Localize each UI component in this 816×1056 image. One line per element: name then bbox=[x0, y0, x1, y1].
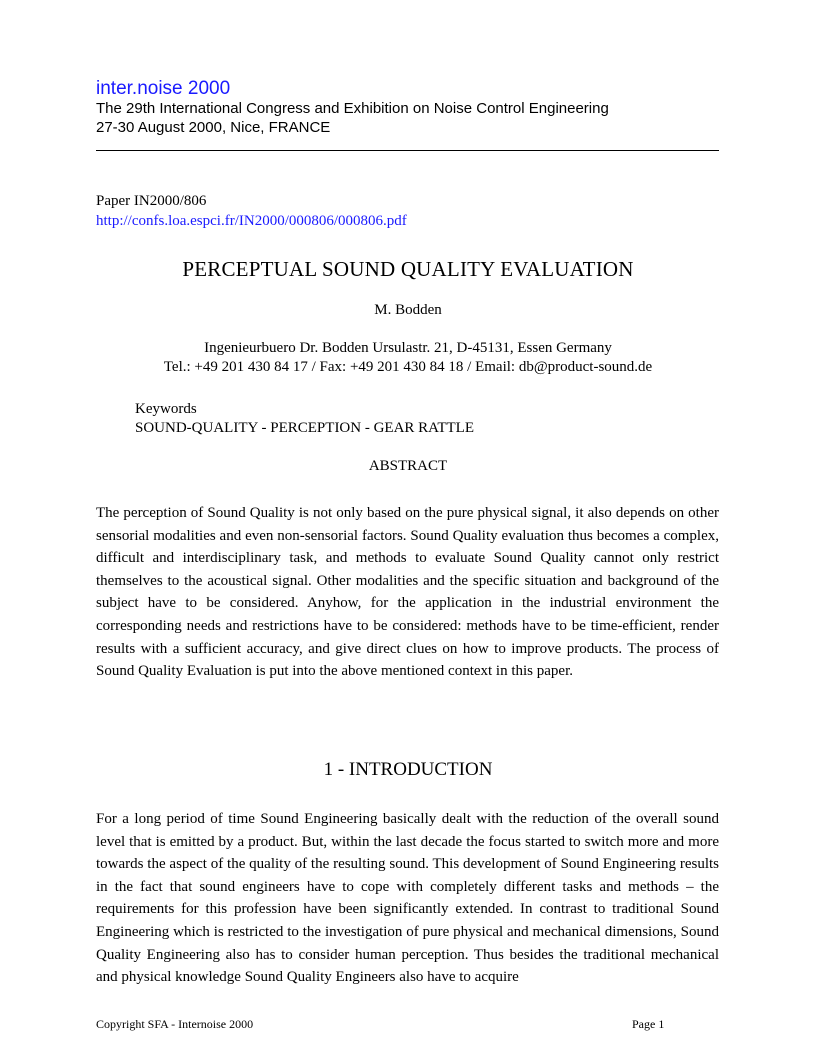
paper-title: PERCEPTUAL SOUND QUALITY EVALUATION bbox=[182, 257, 634, 281]
section-heading-introduction: 1 - INTRODUCTION bbox=[323, 759, 493, 780]
conference-date-location: 27-30 August 2000, Nice, FRANCE bbox=[96, 119, 331, 136]
conference-subtitle: The 29th International Congress and Exhibition on Noise Control Engineering bbox=[96, 100, 609, 117]
abstract-heading: ABSTRACT bbox=[368, 458, 448, 474]
paper-url-link[interactable]: http://confs.loa.espci.fr/IN2000/000806/000806.pdf bbox=[96, 213, 407, 229]
paper-id: Paper IN2000/806 bbox=[96, 193, 207, 209]
header-divider bbox=[96, 150, 719, 151]
keywords: SOUND-QUALITY - PERCEPTION - GEAR RATTLE bbox=[135, 420, 475, 436]
affiliation-contact: Tel.: +49 201 430 84 17 / Fax: +49 201 430 84 18 / Email: db@product-sound.de bbox=[163, 359, 653, 375]
affiliation-address: Ingenieurbuero Dr. Bodden Ursulastr. 21, D-45131, Essen Germany bbox=[204, 340, 612, 356]
keywords-label: Keywords bbox=[135, 401, 197, 417]
conference-name: inter.noise 2000 bbox=[96, 78, 231, 99]
introduction-text: For a long period of time Sound Engineering basically dealt with the reduction of the overall sound level that is emitted by a product. But, within the last decade the focus started to switch more and more towards the aspect of the quality of the resulting sound. This development of Sound Engineering results in the fact that sound engineers have to cope with completely different tasks and methods – the requirements for this profession have been significantly extended. In contrast to traditional Sound Engineering which is restricted to the investigation of pure physical and mechanical dimensions, Sound Quality Engineering also has to consider human perception. Thus besides the traditional mechanical and physical knowledge Sound Quality Engineers also have to acquire bbox=[96, 811, 719, 986]
abstract-text: The perception of Sound Quality is not only based on the pure physical signal, it also depends on other sensorial modalities and even non-sensorial factors. Sound Quality evaluation thus becomes a complex, difficult and interdisciplinary task, and methods to evaluate Sound Quality cannot only restrict themselves to the acoustical signal. Other modalities and the specific situation and background of the subject have to be considered. Anyhow, for the application in the industrial environment the corresponding needs and restrictions have to be considered: methods have to be time-efficient, render results with a sufficient accuracy, and give direct clues on how to improve products. The process of Sound Quality Evaluation is put into the above mentioned context in this paper. bbox=[96, 505, 719, 680]
author: M. Bodden bbox=[374, 302, 442, 318]
footer-page-number: Page 1 bbox=[632, 1017, 665, 1031]
footer-copyright: Copyright SFA - Internoise 2000 bbox=[96, 1017, 254, 1031]
